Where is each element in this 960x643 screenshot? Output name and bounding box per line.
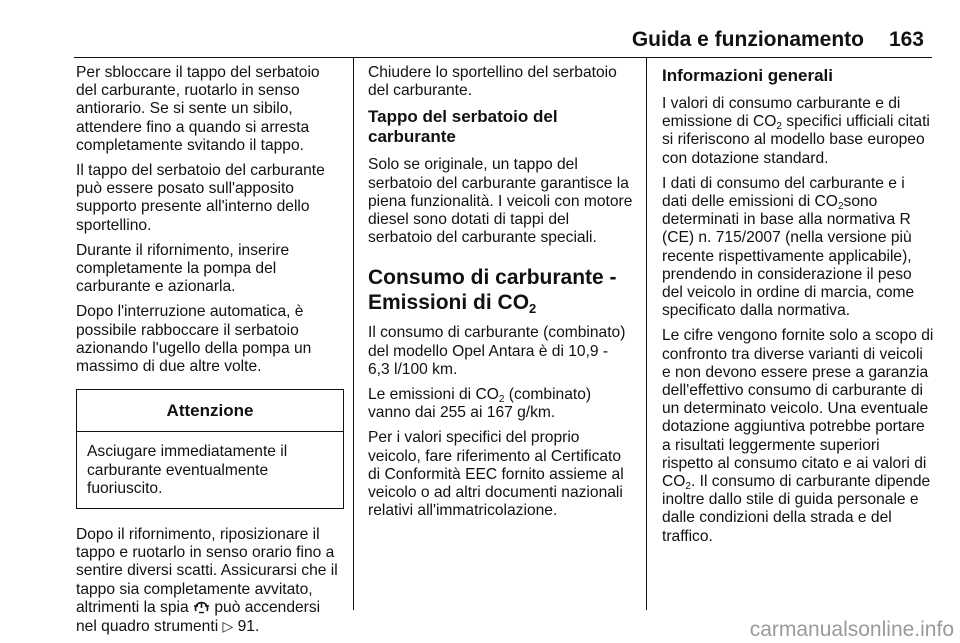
paragraph-consumption-values: Il consumo di carburante (combinato) del modello Opel Antara è di 10,9 - 6,3 l/100 km. xyxy=(368,324,626,378)
paragraph-topup: Dopo l'interruzione automatica, è possibile rabboccare il serbatoio azionando l'ugello della pompa un massimo di due altre volte. xyxy=(76,303,312,376)
fuel-cap-warning-icon xyxy=(193,600,210,614)
paragraph-regulation: I dati di consumo del carburante e i dati delle emissioni di $CO_2sono$ determinati in base alla normativa R (CE) n. 715/2007 (nella versione più recente rispettivamente applicabile), prendendo in considerazione il peso del veicolo in ordine di marcia, come specificato dalla normativa. xyxy=(662,174,915,320)
paragraph-certificate: Per i valori specifici del proprio veicolo, fare riferimento al Certificato di Conformità EEC fornito assieme al veicolo o ad altri documenti nazionali relativi all'immatricolazione. xyxy=(368,429,624,520)
paragraph-refuel: Durante il rifornimento, inserire completamente la pompa del carburante e azionarla. xyxy=(76,241,290,296)
section-title: Guida e funzionamento xyxy=(631,28,864,51)
heading-fuel-cap: Tappo del serbatoio del carburante xyxy=(368,107,558,147)
paragraph-official-values: I valori di consumo carburante e di emissione di $CO_2$ specifici ufficiali citati si riferiscono al modello base europeo con dotazione standard. xyxy=(662,95,930,167)
column-right xyxy=(662,64,934,553)
paragraph-original-cap: Solo se originale, un tappo del serbatoio del carburante garantisce la piena funzionalità. I veicoli con motore diesel sono dotati di tappi del serbatoio del carburante speciali. xyxy=(368,156,633,247)
heading-general-info: Informazioni generali xyxy=(662,66,833,85)
watermark: carmanualsonline.info xyxy=(749,618,954,641)
paragraph-co2-values: Le emissioni di $CO_2$ (combinato) vanno dai 255 ai 167 g/km. xyxy=(368,386,592,422)
column-middle xyxy=(368,64,634,527)
page-header xyxy=(0,0,960,58)
page-number: 163 xyxy=(888,28,924,51)
heading-fuel-consumption: Consumo di carburante - Emissioni di $CO_2$ xyxy=(368,266,617,317)
column-divider-1 xyxy=(353,58,354,610)
paragraph-cap-holder: Il tappo del serbatoio del carburante può essere posato sull'apposito supporto presente all'interno dello sportellino. xyxy=(76,162,325,234)
paragraph-close-cap xyxy=(76,526,344,636)
page-reference-link[interactable]: 91. xyxy=(237,618,260,636)
column-divider-2 xyxy=(646,58,647,610)
warning-title: Attenzione xyxy=(77,390,343,432)
paragraph-comparison: Le cifre vengono fornite solo a scopo di confronto tra diverse varianti di veicoli e non devono essere prese a garanzia dell'effettivo consumo di carburante di un determinato veicolo. Una eventuale dotazione aggiuntiva potrebbe portare a risultati leggermente superiori rispetto al consumo citato e ai valori di $CO_2$. Il consumo di carburante dipende inoltre dallo stile di guida personale e dalle condizioni della strada e del traffico. xyxy=(662,327,934,545)
warning-box xyxy=(76,389,344,509)
header-divider xyxy=(74,57,932,58)
close-cap-text-b: può accendersi nel quadro strumenti xyxy=(76,598,321,636)
column-left xyxy=(76,64,344,643)
warning-text: Asciugare immediatamente il carburante eventualmente fuoriuscito. xyxy=(87,443,288,497)
page-reference-icon: ▷ xyxy=(222,618,234,635)
close-cap-text-a: Dopo il rifornimento, riposizionare il tappo e ruotarlo in senso orario fino a sentire diversi scatti. Assicurarsi che il tappo sia completamente avvitato, altrimenti la spia xyxy=(76,526,338,616)
paragraph-close-flap: Chiudere lo sportellino del serbatoio del carburante. xyxy=(368,64,617,100)
paragraph-unlock-cap: Per sbloccare il tappo del serbatoio del carburante, ruotarlo in senso antiorario. Se si sente un sibilo, attendere fino a quando si arresta completamente svitando il tappo. xyxy=(76,64,320,154)
